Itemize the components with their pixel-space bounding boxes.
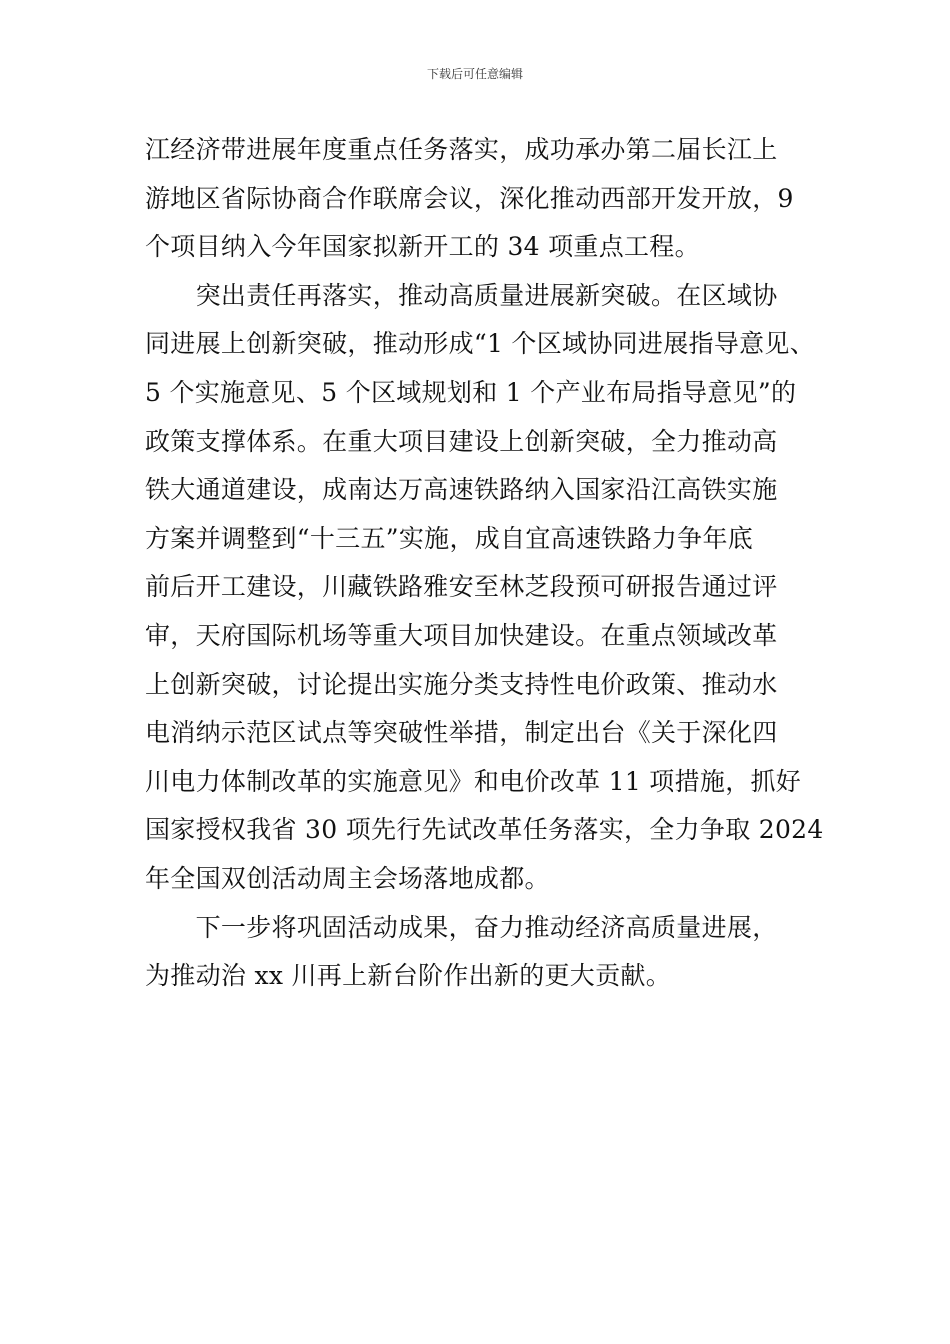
body-line: 年全国双创活动周主会场落地成都。	[145, 863, 550, 893]
body-line: 为推动治 xx 川再上新台阶作出新的更大贡献。	[145, 961, 671, 991]
body-line: 政策支撑体系。在重大项目建设上创新突破，全力推动高	[145, 426, 778, 456]
body-line: 川电力体制改革的实施意见》和电价改革 11 项措施，抓好	[145, 766, 802, 796]
body-line: 方案并调整到“十三五”实施，成自宜高速铁路力争年底	[145, 523, 754, 553]
body-line: 电消纳示范区试点等突破性举措，制定出台《关于深化四	[145, 718, 778, 748]
body-line: 同进展上创新突破，推动形成“1 个区域协同进展指导意见、	[145, 329, 816, 359]
body-line: 前后开工建设，川藏铁路雅安至林芝段预可研报告通过评	[145, 572, 778, 602]
body-line: 国家授权我省 30 项先行先试改革任务落实，全力争取 2024	[145, 815, 824, 845]
body-line: 个项目纳入今年国家拟新开工的 34 项重点工程。	[145, 232, 700, 262]
body-line: 江经济带进展年度重点任务落实，成功承办第二届长江上	[145, 135, 778, 164]
body-line: 游地区省际协商合作联席会议，深化推动西部开发开放，9	[145, 183, 794, 213]
body-line: 突出责任再落实，推动高质量进展新突破。在区域协	[145, 280, 778, 310]
body-line: 5 个实施意见、5 个区域规划和 1 个产业布局指导意见”的	[145, 377, 797, 407]
body-line: 上创新突破，讨论提出实施分类支持性电价政策、推动水	[145, 669, 778, 699]
body-line: 铁大通道建设，成南达万高速铁路纳入国家沿江高铁实施	[145, 475, 778, 505]
page-header: 下载后可任意编辑	[426, 67, 523, 81]
body-line: 下一步将巩固活动成果，奋力推动经济高质量进展，	[145, 912, 778, 942]
body-line: 审，天府国际机场等重大项目加快建设。在重点领域改革	[145, 620, 778, 650]
document-body	[145, 126, 824, 1001]
